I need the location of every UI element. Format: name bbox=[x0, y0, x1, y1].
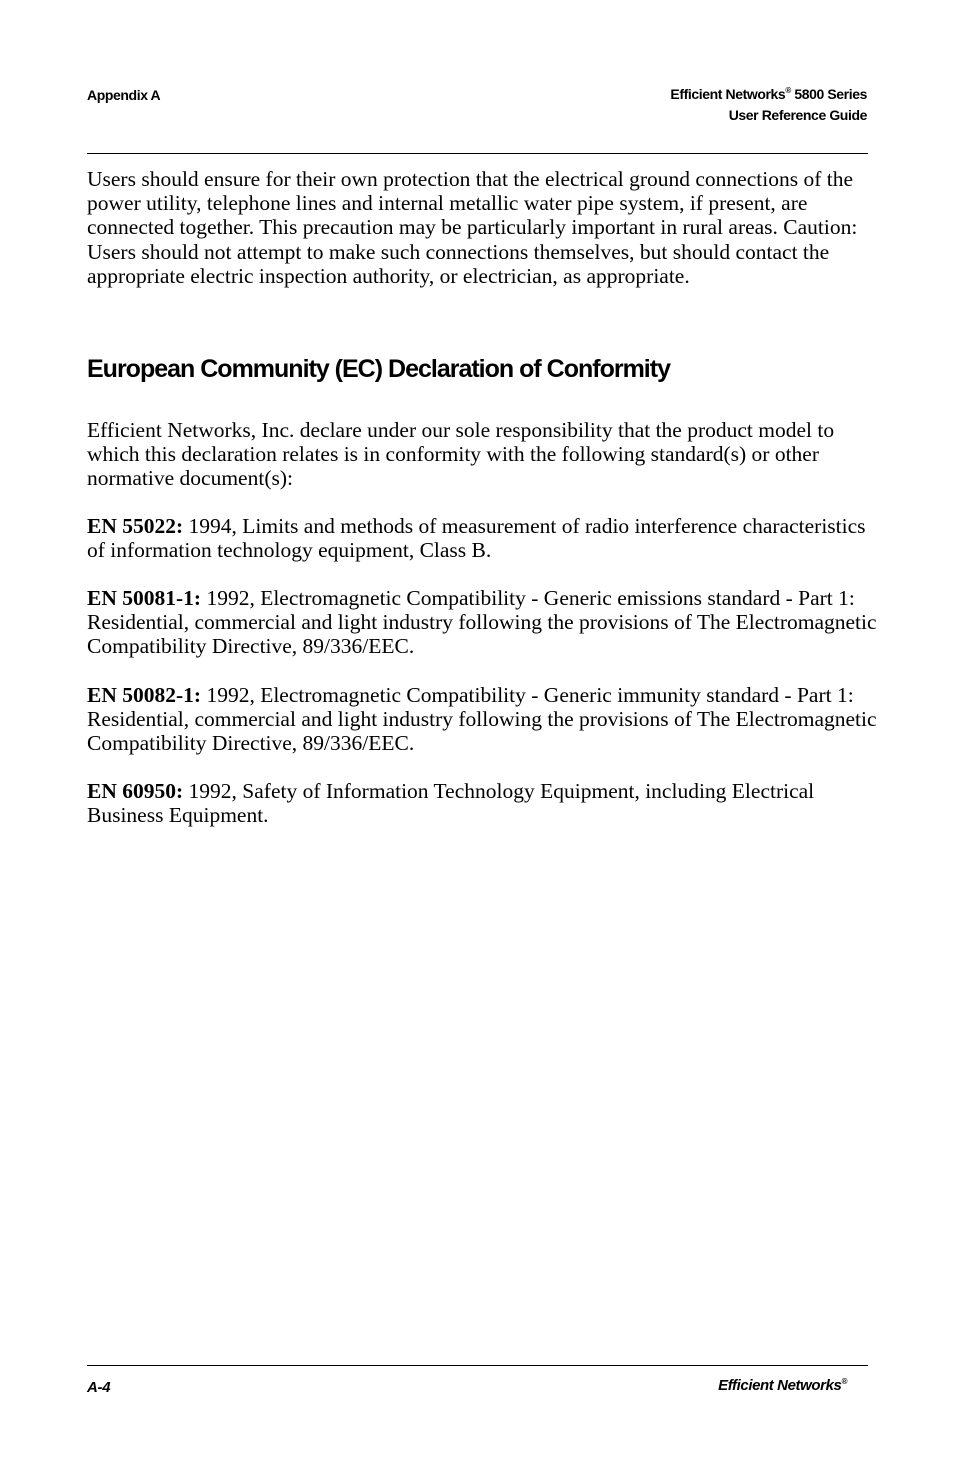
header-product-line bbox=[670, 84, 867, 105]
running-header-title bbox=[670, 84, 867, 126]
header-series: 5800 Series bbox=[790, 86, 867, 102]
standard-code: EN 50081-1: bbox=[87, 586, 202, 610]
section-heading: European Community (EC) Declaration of Conformity bbox=[87, 355, 670, 383]
footer-brand bbox=[718, 1376, 847, 1396]
registered-mark: ® bbox=[841, 1377, 847, 1386]
declaration-paragraph: Efficient Networks, Inc. declare under our sole responsibility that the product model to which this declaration relates is in conformity with the following standard(s) or other normative document(s): bbox=[87, 418, 835, 491]
registered-mark: ® bbox=[785, 86, 791, 95]
footer-divider bbox=[87, 1365, 868, 1366]
standard-description: 1994, Limits and methods of measurement of radio interference characteristics of information technology equipment, Class B. bbox=[87, 514, 866, 563]
header-brand: Efficient Networks bbox=[670, 86, 786, 102]
standard-item bbox=[87, 586, 877, 659]
standard-code: EN 50082-1: bbox=[87, 683, 202, 707]
footer-brand-name: Efficient Networks bbox=[718, 1377, 842, 1394]
standard-description: 1992, Electromagnetic Compatibility - Generic emissions standard - Part 1: Residential, commercial and light industry following the provisions of The Electromagnetic Compatibility Directive, 89/336/EEC. bbox=[87, 586, 877, 659]
header-divider bbox=[87, 153, 868, 154]
standard-item bbox=[87, 514, 877, 562]
standard-item bbox=[87, 779, 877, 827]
running-header-section: Appendix A bbox=[87, 87, 161, 103]
header-guide-title: User Reference Guide bbox=[728, 107, 867, 123]
standard-code: EN 55022: bbox=[87, 514, 184, 538]
grounding-paragraph: Users should ensure for their own protection that the electrical ground connections of the power utility, telephone lines and internal metallic water pipe system, if present, are connected together. This precaution may be particularly important in rural areas. Caution: Users should not attempt to make such connections themselves, but should contact the appropriate electric inspection authority, or electrician, as appropriate. bbox=[87, 167, 858, 288]
standard-description: 1992, Safety of Information Technology Equipment, including Electrical Business Equipment. bbox=[87, 779, 815, 828]
standard-description: 1992, Electromagnetic Compatibility - Generic immunity standard - Part 1: Residential, commercial and light industry following the provisions of The Electromagnetic Compatibility Directive, 89/336/EEC. bbox=[87, 683, 877, 756]
page-number: A-4 bbox=[87, 1379, 111, 1396]
standard-item bbox=[87, 683, 877, 756]
standard-code: EN 60950: bbox=[87, 779, 184, 803]
